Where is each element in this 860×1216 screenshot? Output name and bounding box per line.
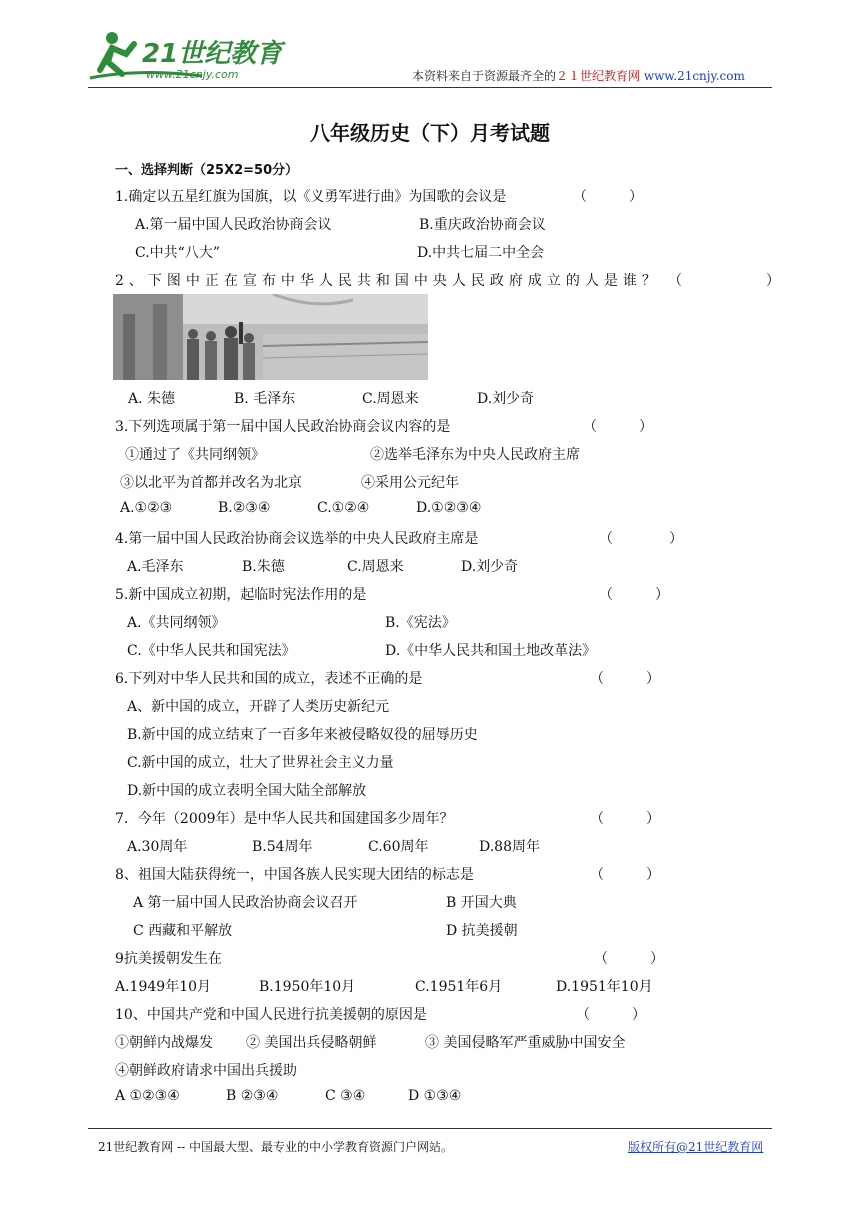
logo-url: www.21cnjy.com (146, 68, 239, 81)
q1-stem: 1.确定以五星红旗为国旗，以《义勇军进行曲》为国歌的会议是 (115, 189, 507, 205)
q2-answer-blank: （ ） (668, 273, 780, 289)
q4-option-b: B.朱德 (242, 559, 285, 575)
q3-item-1: ①通过了《共同纲领》 (125, 447, 265, 463)
q2-option-a: A. 朱德 (128, 391, 176, 407)
q6-option-b: B.新中国的成立结束了一百多年来被侵略奴役的屈辱历史 (127, 727, 478, 743)
q2-stem: 2、下图中正在宣布中华人民共和国中央人民政府成立的人是谁？ (115, 273, 661, 289)
q5-option-c: C.《中华人民共和国宪法》 (127, 643, 296, 659)
q7-option-b: B.54周年 (252, 839, 313, 855)
q8-option-b: B 开国大典 (446, 895, 517, 911)
q10-item-3: ③ 美国侵略军严重威胁中国安全 (425, 1035, 626, 1051)
q6-option-a: A、新中国的成立，开辟了人类历史新纪元 (127, 699, 390, 715)
q3-option-b: B.②③④ (218, 500, 271, 516)
q1-option-c: C.中共“八大” (135, 245, 220, 261)
footer-text: 21世纪教育网 -- 中国最大型、最专业的中小学教育资源门户网站。 (98, 1140, 454, 1154)
q10-option-a: A ①②③④ (115, 1088, 180, 1104)
founding-ceremony-photo (113, 294, 428, 380)
q5-option-b: B.《宪法》 (385, 615, 456, 631)
header-source (412, 67, 745, 84)
q2-option-d: D.刘少奇 (477, 391, 535, 407)
q10-answer-blank: （ ） (576, 1007, 646, 1023)
q6-option-d: D.新中国的成立表明全国大陆全部解放 (127, 783, 367, 799)
q10-option-d: D ①③④ (408, 1088, 462, 1104)
q3-item-2: ②选举毛泽东为中央人民政府主席 (370, 447, 580, 463)
section-heading: 一、选择判断（25X2=50分） (115, 163, 299, 178)
q7-option-a: A.30周年 (127, 839, 188, 855)
q6-answer-blank: （ ） (590, 671, 660, 687)
q3-option-d: D.①②③④ (416, 500, 482, 516)
page-title: 八年级历史（下）月考试题 (310, 121, 550, 145)
q3-option-a: A.①②③ (120, 500, 173, 516)
q10-item-4: ④朝鲜政府请求中国出兵援助 (115, 1063, 297, 1079)
q8-option-c: C 西藏和平解放 (133, 923, 233, 939)
q7-answer-blank: （ ） (590, 811, 660, 827)
footer-divider (88, 1128, 772, 1129)
q6-option-c: C.新中国的成立，壮大了世界社会主义力量 (127, 755, 394, 771)
q9-answer-blank: （ ） (594, 951, 664, 967)
q2-option-c: C.周恩来 (362, 391, 419, 407)
q5-option-d: D.《中华人民共和国土地改革法》 (385, 643, 597, 659)
q5-option-a: A.《共同纲领》 (127, 615, 226, 631)
q10-item-1: ①朝鲜内战爆发 (115, 1035, 213, 1051)
q10-option-b: B ②③④ (226, 1088, 279, 1104)
site-logo (82, 24, 292, 86)
q8-answer-blank: （ ） (590, 867, 660, 883)
q1-option-b: B.重庆政治协商会议 (419, 217, 546, 233)
q9-stem: 9抗美援朝发生在 (115, 951, 222, 967)
q1-option-a: A.第一届中国人民政治协商会议 (135, 217, 332, 233)
q8-stem: 8、祖国大陆获得统一，中国各族人民实现大团结的标志是 (115, 867, 474, 883)
q6-stem: 6.下列对中华人民共和国的成立，表述不正确的是 (115, 671, 423, 687)
q7-option-c: C.60周年 (368, 839, 429, 855)
q9-option-b: B.1950年10月 (259, 979, 356, 995)
q10-stem: 10、中国共产党和中国人民进行抗美援朝的原因是 (115, 1007, 427, 1023)
q5-answer-blank: （ ） (599, 587, 669, 603)
header-divider (88, 87, 772, 88)
q2-option-b: B. 毛泽东 (234, 391, 296, 407)
source-site: ２１世纪教育网 (556, 69, 641, 83)
q3-item-4: ④采用公元纪年 (361, 475, 459, 491)
q10-item-2: ② 美国出兵侵略朝鲜 (246, 1035, 377, 1051)
q4-answer-blank: （ ） (599, 531, 683, 547)
q7-stem: 7．今年（2009年）是中华人民共和国建国多少周年？ (115, 811, 454, 827)
q1-option-d: D.中共七届二中全会 (417, 245, 545, 261)
q4-option-a: A.毛泽东 (127, 559, 184, 575)
q9-option-d: D.1951年10月 (556, 979, 653, 995)
q4-option-d: D.刘少奇 (461, 559, 519, 575)
q9-option-a: A.1949年10月 (115, 979, 212, 995)
logo-text: 21世纪教育 (142, 39, 283, 69)
q8-option-d: D 抗美援朝 (446, 923, 518, 939)
q3-option-c: C.①②④ (317, 500, 370, 516)
footer-copyright-link[interactable]: 版权所有@21世纪教育网 (628, 1140, 764, 1154)
q3-item-3: ③以北平为首都并改名为北京 (120, 475, 302, 491)
q4-option-c: C.周恩来 (347, 559, 404, 575)
q3-answer-blank: （ ） (583, 419, 653, 435)
q5-stem: 5.新中国成立初期，起临时宪法作用的是 (115, 587, 367, 603)
source-prefix: 本资料来自于资源最齐全的 (412, 69, 557, 83)
q3-stem: 3.下列选项属于第一届中国人民政治协商会议内容的是 (115, 419, 451, 435)
q4-stem: 4.第一届中国人民政治协商会议选举的中央人民政府主席是 (115, 531, 479, 547)
q10-option-c: C ③④ (325, 1088, 366, 1104)
q1-answer-blank: （ ） (573, 189, 643, 205)
source-url[interactable]: www.21cnjy.com (643, 69, 745, 83)
q8-option-a: A 第一届中国人民政治协商会议召开 (133, 895, 358, 911)
q7-option-d: D.88周年 (479, 839, 540, 855)
q9-option-c: C.1951年6月 (415, 979, 503, 995)
